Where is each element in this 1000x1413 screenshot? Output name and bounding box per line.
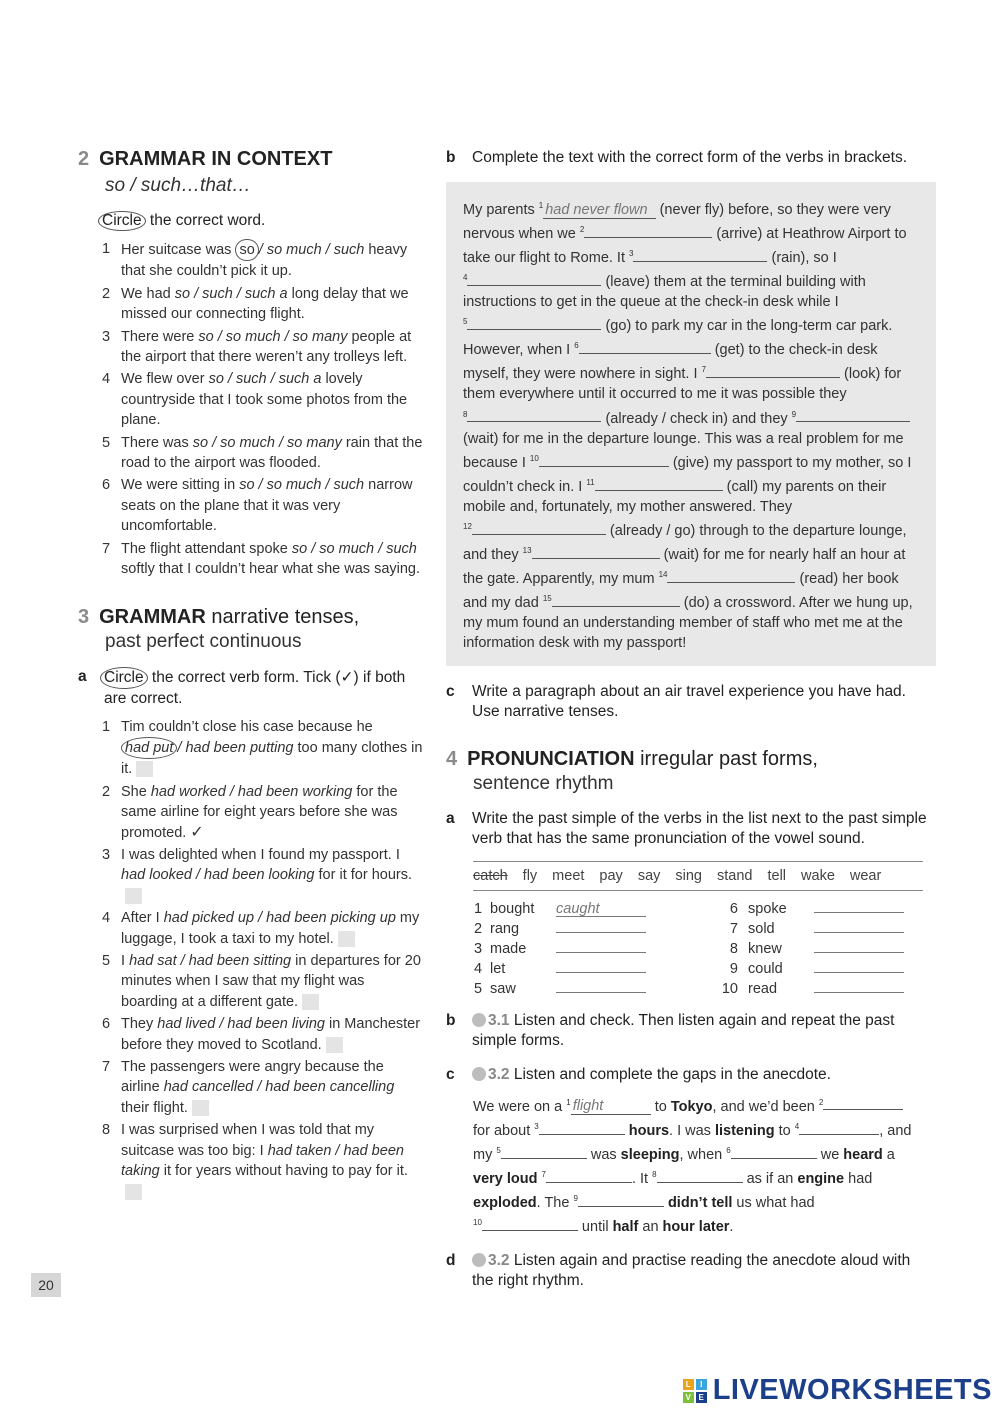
page-number: 20 <box>31 1273 61 1297</box>
option-so[interactable]: so <box>235 239 258 261</box>
logo-grid-icon: L I V E <box>683 1379 707 1403</box>
part-c-instruction: c Write a paragraph about an air travel experience you have had. Use narrative tenses. <box>446 682 906 720</box>
gap-7[interactable] <box>706 364 840 378</box>
audio-icon[interactable] <box>472 1013 486 1027</box>
exercise-item: 5 I had sat / had been sitting in departures for 20 minutes when I saw that my flight was boarding at a different gate. <box>102 952 421 1010</box>
section-4a-instruction: a Write the past simple of the verbs in the list next to the past simple verb that has the same pronunciation of the vowel sound. <box>446 809 927 847</box>
audio-icon[interactable] <box>472 1067 486 1081</box>
options[interactable]: had cancelled / had been cancelling <box>163 1079 395 1096</box>
exercise-item: 6 We were sitting in so / so much / such narrow seats on the plane that it was very uncomfortable. <box>102 477 413 535</box>
match-row: 8 knew <box>714 941 914 957</box>
options[interactable]: / had been putting <box>177 739 294 756</box>
gap-3[interactable] <box>539 1121 625 1135</box>
exercise-item: 1 Tim couldn’t close his case because he had put / had been putting too many clothes in it. <box>102 718 423 778</box>
tick-box[interactable] <box>125 1184 142 1200</box>
answer-1[interactable]: flight <box>571 1099 651 1115</box>
word: meet <box>552 867 585 884</box>
gap-4[interactable] <box>799 1121 879 1135</box>
exercise-item: 2 We had so / such / such a long delay that we missed our connecting flight. <box>102 285 409 323</box>
gap-9[interactable] <box>578 1193 664 1207</box>
section-3a-instruction: a Circle the correct verb form. Tick (✓) if both are correct. <box>78 667 406 707</box>
section-2-items <box>78 239 423 580</box>
options[interactable]: so / so much / so many <box>198 328 348 345</box>
exercise-item: 8 I was surprised when I was told that my suitcase was too big: I had taken / had been taking it for years without having to pay for it. <box>102 1120 423 1202</box>
gap-15[interactable] <box>552 593 680 607</box>
word: fly <box>522 867 538 884</box>
part-b-instruction: b Complete the text with the correct form of the verbs in brackets. <box>446 149 908 166</box>
section-3-items <box>78 717 423 1202</box>
answer-field[interactable] <box>814 901 904 913</box>
gap-5[interactable] <box>467 316 601 330</box>
tick-box[interactable] <box>136 761 153 777</box>
tick-box[interactable] <box>125 888 142 904</box>
word: tell <box>767 867 787 884</box>
options[interactable]: had lived / had been living <box>157 1016 325 1033</box>
tick-mark[interactable]: ✓ <box>190 823 204 841</box>
gap-6[interactable] <box>579 340 711 354</box>
gap-2[interactable] <box>823 1096 903 1110</box>
gap-8[interactable] <box>657 1169 743 1183</box>
gap-2[interactable] <box>584 224 712 238</box>
options[interactable]: had looked / had been looking <box>121 867 315 884</box>
answer-field[interactable] <box>556 981 646 993</box>
gap-fill-text: My parents $^1$ had never flown (never fly) before, so they were very nervous when we $^2$ (arrive) at Heathrow Airport to take our flight to Rome. It $^3$ (rain), so I $^4$ (leave) them at the terminal building with instructions to get in the queue at the check-in desk while I $^5$ (go) to park my car in the long-term car park. However, when I $^6$ (get) to the check-in desk myself, they were nowhere in sight. I $^7$ (look) for them everywhere until it occurred to me it was possible they $^8$ (already / check in) and they $^9$ (wait) for me in the departure lounge. This was a real problem for me because I $^{10}$ (give) my passport to my mother, so I couldn’t check in. I $^{11}$ (call) my parents on their mobile and, fortunately, my mother answered. They $^{12}$ (already / go) through to the departure lounge, and they $^{13}$ (wait) for me for nearly half an hour at the gate. Apparently, my mum $^{14}$ (read) her book and my dad $^{15}$ (do) a crossword. After we hung up, my mum found an understanding member of staff who met me at the information desk with my passport! <box>446 182 936 666</box>
options[interactable]: so / such / such a <box>208 371 322 388</box>
section-2-heading <box>78 148 423 171</box>
gap-7[interactable] <box>546 1169 632 1183</box>
word: catch <box>473 867 508 884</box>
word: wear <box>849 867 882 884</box>
section-2-instruction: Circle the correct word. <box>102 211 423 231</box>
gap-12[interactable] <box>472 521 606 535</box>
exercise-item: 3 There were so / so much / so many people at the airport that there weren’t any trolleys left. <box>102 328 412 366</box>
word-list <box>473 861 923 891</box>
exercise-item: 6 They had lived / had been living in Manchester before they moved to Scotland. <box>102 1016 421 1053</box>
audio-icon[interactable] <box>472 1253 486 1267</box>
liveworksheets-logo <box>683 1374 992 1407</box>
word: stand <box>717 867 753 884</box>
tick-box[interactable] <box>338 931 355 947</box>
match-row: 1 bought caught <box>474 901 714 917</box>
section-subtitle: so / such…that… <box>105 175 251 196</box>
options[interactable]: had worked / had been working <box>150 783 353 800</box>
tick-box[interactable] <box>192 1100 209 1116</box>
answer-field[interactable] <box>814 941 904 953</box>
match-row: 3 made <box>474 941 714 957</box>
option-had-put[interactable]: had put <box>121 737 177 759</box>
section-4d-instruction: d 3.2 Listen again and practise reading the anecdote aloud with the right rhythm. <box>446 1251 911 1289</box>
exercise-item: 1 Her suitcase was so / so much / such heavy that she couldn’t pick it up. <box>102 241 408 280</box>
match-row: 4 let <box>474 961 714 977</box>
answer-field[interactable] <box>814 981 904 993</box>
section-subtitle: sentence rhythm <box>473 772 614 794</box>
vowel-match-grid <box>474 901 936 997</box>
left-column <box>78 148 423 1204</box>
logo-text: LIVEWORKSHEETS <box>712 1374 992 1406</box>
gap-8[interactable] <box>467 408 601 422</box>
exercise-item: 4 We flew over so / such / such a lovely countryside that I took some photos from the plane. <box>102 371 408 429</box>
section-title: PRONUNCIATION irregular past forms, <box>467 747 818 770</box>
gap-13[interactable] <box>532 545 660 559</box>
word: wake <box>801 867 835 884</box>
match-row: 10 read <box>714 981 914 997</box>
gap-11[interactable] <box>595 477 723 491</box>
section-number: 4 <box>446 747 458 770</box>
gap-5[interactable] <box>501 1145 587 1159</box>
options[interactable]: had picked up / had been picking up <box>163 910 396 927</box>
exercise-item: 3 I was delighted when I found my passport. I had looked / had been looking for it for hours. <box>102 845 423 906</box>
exercise-item: 2 She had worked / had been working for the same airline for eight years before she was promoted. ✓ <box>102 783 398 841</box>
options[interactable]: so / so much / so many <box>192 434 342 451</box>
section-title: GRAMMAR IN CONTEXT <box>99 148 333 170</box>
word: pay <box>599 867 623 884</box>
match-row: 2 rang <box>474 921 714 937</box>
options[interactable]: so / so much / such <box>239 477 365 494</box>
options[interactable]: had taken / had been taking <box>121 1142 404 1180</box>
word: sing <box>675 867 702 884</box>
word: say <box>637 867 661 884</box>
exercise-item: 5 There was so / so much / so many rain that the road to the airport was flooded. <box>102 434 423 472</box>
gap-4[interactable] <box>467 272 601 286</box>
options[interactable]: so much / such <box>266 242 365 258</box>
gap-14[interactable] <box>667 569 795 583</box>
section-subtitle: past perfect continuous <box>105 630 302 652</box>
answer-field[interactable] <box>556 921 646 933</box>
gap-9[interactable] <box>796 408 910 422</box>
answer-field[interactable] <box>814 921 904 933</box>
gap-10[interactable] <box>539 453 669 467</box>
exercise-item: 7 The flight attendant spoke so / so much / such softly that I couldn’t hear what she was saying. <box>102 540 421 578</box>
answer-field[interactable]: caught <box>556 902 646 917</box>
answer-field[interactable] <box>814 961 904 973</box>
answer-field[interactable] <box>556 961 646 973</box>
exercise-item: 7 The passengers were angry because the airline had cancelled / had been cancelling their flight. <box>102 1059 395 1116</box>
options[interactable]: had sat / had been sitting <box>129 952 292 969</box>
gap-6[interactable] <box>731 1145 817 1159</box>
section-4-heading <box>446 748 936 771</box>
match-row: 9 could <box>714 961 914 977</box>
options[interactable]: so / such / such a <box>174 285 288 302</box>
match-row: 5 saw <box>474 981 714 997</box>
section-4c-instruction: c 3.2 Listen and complete the gaps in the anecdote. <box>446 1065 831 1083</box>
exercise-item: 4 After I had picked up / had been picking up my luggage, I took a taxi to my hotel. <box>102 910 420 947</box>
match-row: 7 sold <box>714 921 914 937</box>
section-4b-instruction: b 3.1 Listen and check. Then listen again and repeat the past simple forms. <box>446 1011 895 1049</box>
answer-1[interactable]: had never flown <box>543 203 655 219</box>
match-row: 6 spoke <box>714 901 914 917</box>
section-number: 3 <box>78 605 90 628</box>
answer-field[interactable] <box>556 941 646 953</box>
right-column <box>446 148 936 1291</box>
section-title: GRAMMAR narrative tenses, <box>99 605 360 628</box>
tick-box[interactable] <box>302 994 319 1010</box>
section-3-heading <box>78 606 423 629</box>
section-number: 2 <box>78 148 90 170</box>
options[interactable]: so / so much / such <box>291 540 417 557</box>
anecdote-text: We were on a $^1$ flight to Tokyo, and we’d been $^2$ for about $^3$ hours. I was listening to $^4$ , and my $^5$ was sleeping, when $^6$ we heard a very loud $^7$ . It $^8$ as if an engine had exploded. The $^9$ didn’t tell us what had $^{10}$ until half an hour later. <box>473 1097 912 1235</box>
gap-10[interactable] <box>482 1217 578 1231</box>
gap-3[interactable] <box>633 248 767 262</box>
tick-box[interactable] <box>326 1037 343 1053</box>
